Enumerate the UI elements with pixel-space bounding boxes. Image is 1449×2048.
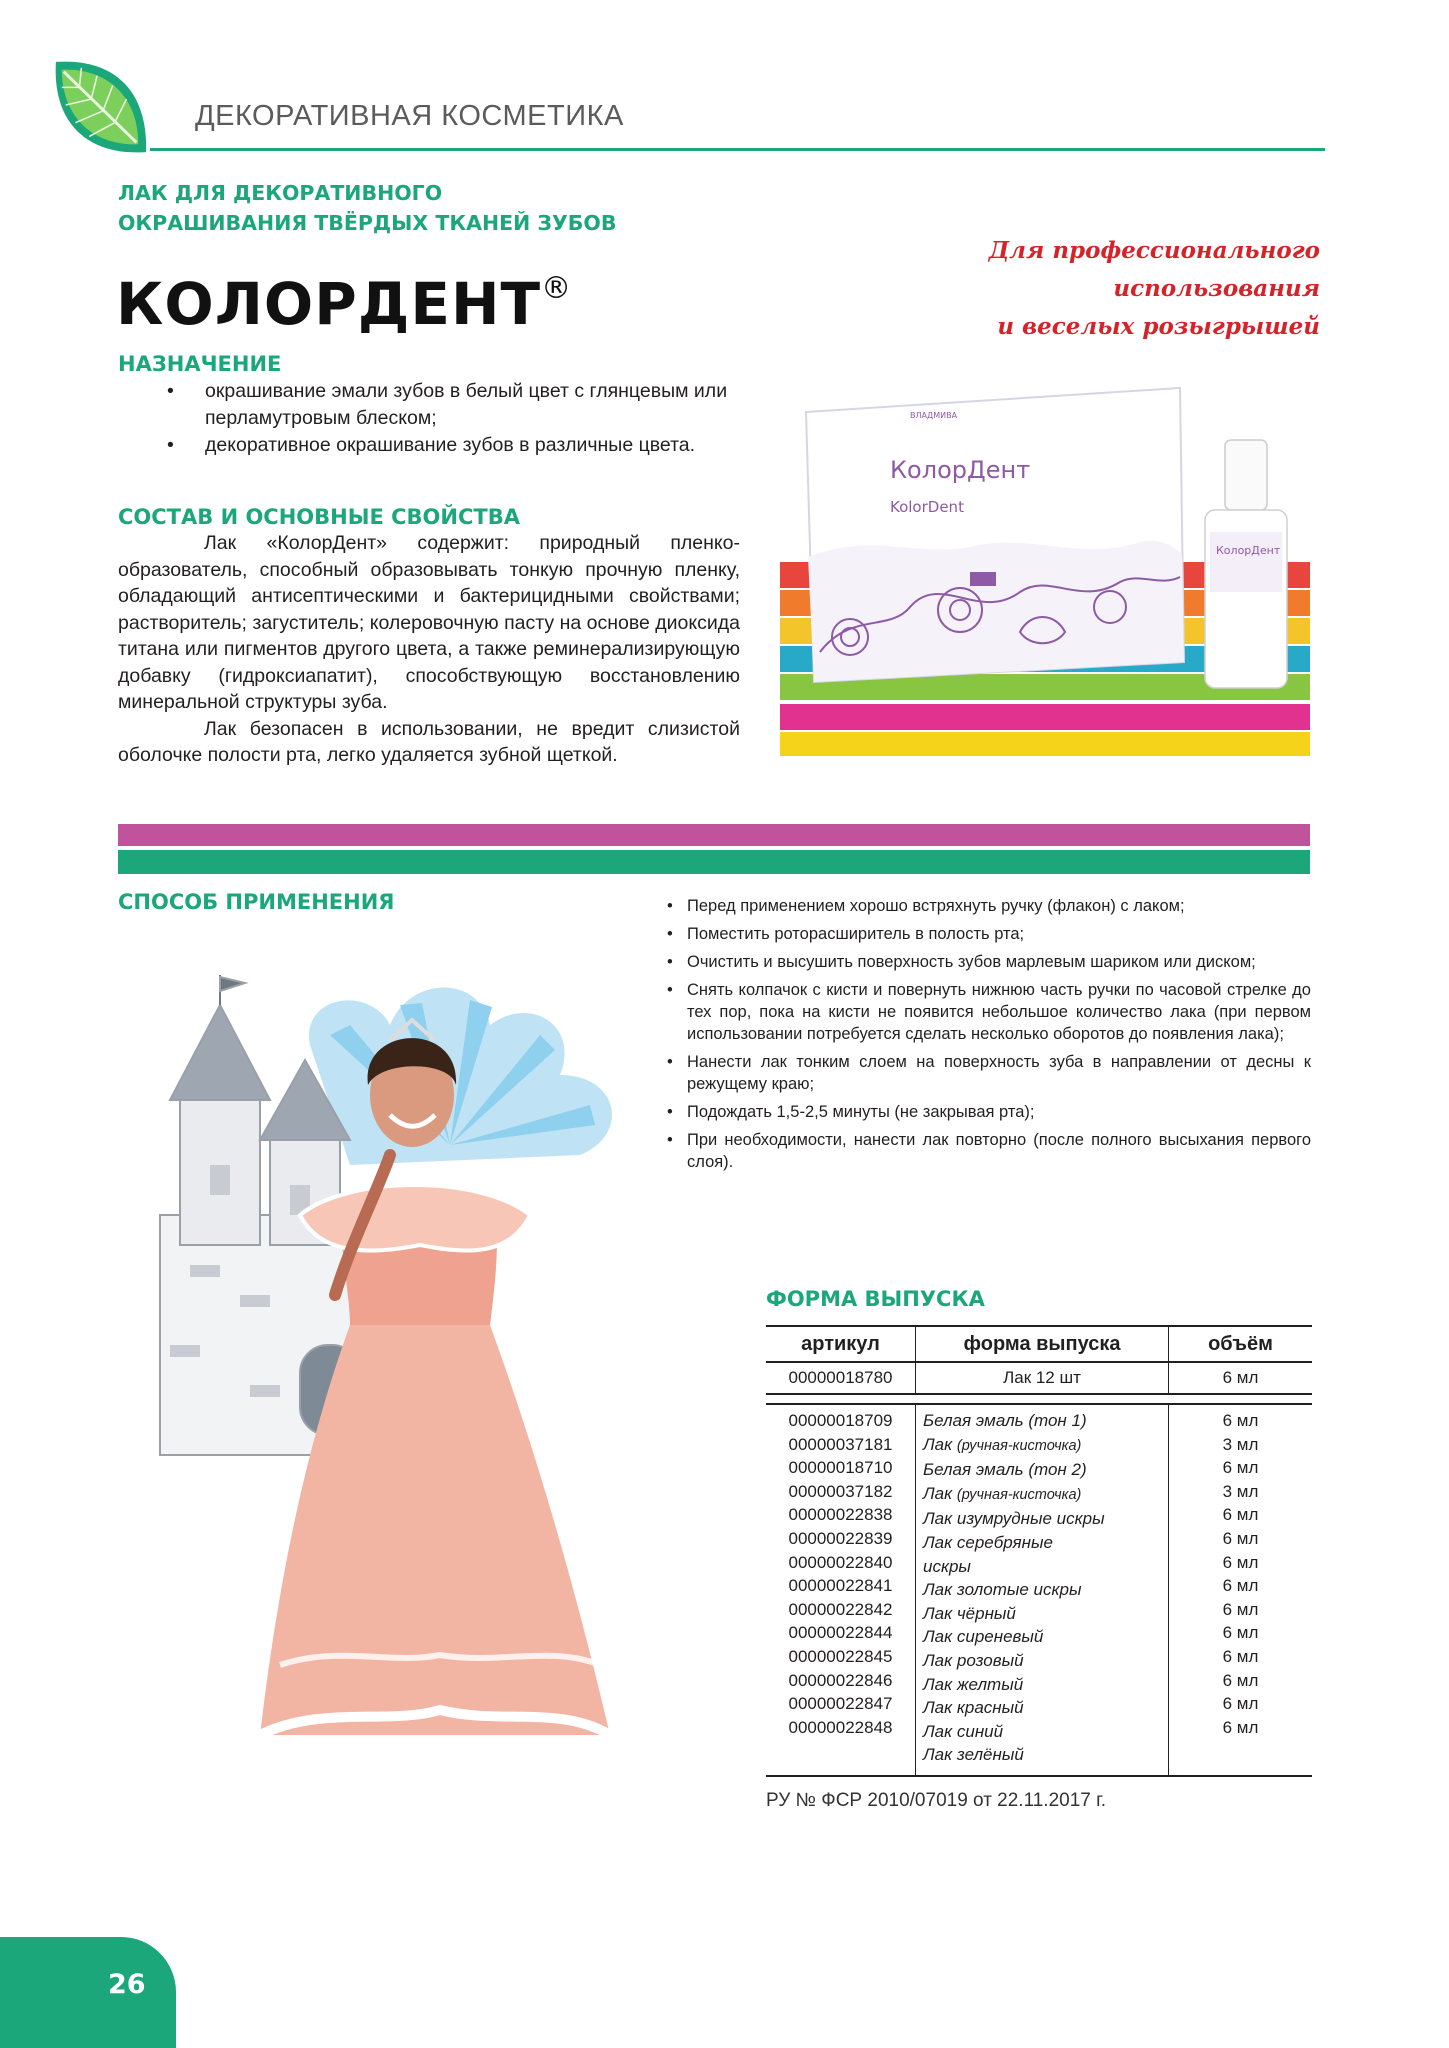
article-cell: 00000022842	[788, 1599, 893, 1619]
list-item: • Поместить роторасширитель в полость рта;	[665, 923, 1311, 945]
volume-cell: 6 мл	[1222, 1528, 1259, 1548]
list-item: • Нанести лак тонким слоем на поверхность зуба в направлении от десны к режущему краю;	[665, 1051, 1311, 1095]
product-name-text: КОЛОРДЕНТ	[116, 270, 542, 338]
product-bottle	[1205, 440, 1287, 688]
form-cell: Лак зелёный	[923, 1745, 1024, 1765]
slogan-line-2: и веселых розыгрышей	[997, 313, 1320, 340]
list-item: • Подождать 1,5-2,5 минуты (не закрывая рта);	[665, 1101, 1311, 1123]
form-cell: Лак золотые искры	[923, 1580, 1082, 1600]
usage-heading: СПОСОБ ПРИМЕНЕНИЯ	[118, 890, 395, 914]
composition-paragraph: Лак «КолорДент» содержит: природный пленкообразователь, способный образовывать тонкую прочную пленку, обладающий антисептическими и бактерицидными свойствами; растворитель; загуститель; колеровочную пасту на основе диоксида титана или пигментов другого цвета, а также реминерализирующую добавку (гидроксиапатит), способствующую восстановлению минеральной структуры зуба.	[118, 532, 740, 713]
article-cell: 00000022847	[788, 1694, 893, 1714]
slogan	[800, 232, 1320, 346]
form-cell-note: (ручная-кисточка)	[956, 1437, 1082, 1454]
form-cell: Белая эмаль (тон 2)	[923, 1460, 1087, 1480]
composition-paragraph: Лак безопасен в использовании, не вредит слизистой оболочке полости рта, легко удаляется зубной щеткой.	[118, 717, 740, 766]
divider-stripe-green	[118, 850, 1310, 874]
header-divider	[150, 148, 1325, 151]
release-form-items-table	[766, 1403, 1312, 1777]
article-cell: 00000018709	[788, 1411, 893, 1430]
volume-cell: 3 мл	[1222, 1434, 1259, 1454]
volume-cell: 6 мл	[1222, 1599, 1259, 1619]
article-cell: 00000022840	[788, 1552, 893, 1572]
article-cell: 00000022838	[788, 1505, 893, 1525]
list-item: • Перед применением хорошо встряхнуть ручку (флакон) с лаком;	[665, 895, 1311, 917]
purpose-heading: НАЗНАЧЕНИЕ	[118, 352, 282, 376]
form-cell: Лак сиреневый	[923, 1627, 1044, 1647]
table-header-row	[766, 1326, 1312, 1362]
article-cell: 00000022839	[788, 1528, 893, 1548]
volume-cell: 6 мл	[1222, 1623, 1259, 1643]
volume-cell: 6 мл	[1222, 1411, 1259, 1430]
slogan-line-1: Для профессионального использования	[988, 237, 1320, 302]
form-cell: Лак желтый	[923, 1674, 1024, 1694]
list-item: • Снять колпачок с кисти и повернуть нижнюю часть ручки по часовой стрелке до тех пор, пока на кисти не появится небольшое количество лака (при первом использовании потребуется сделать несколько оборотов до появления лака);	[665, 979, 1311, 1045]
form-cell: Лак изумрудные искры	[923, 1509, 1105, 1529]
list-item: • окрашивание эмали зубов в белый цвет с глянцевым или перламутровым блеском;	[165, 378, 740, 432]
form-cell: искры	[923, 1556, 971, 1576]
box-title: КолорДент	[890, 456, 1031, 484]
fan-rays	[309, 988, 612, 1166]
form-cell: Лак синий	[923, 1721, 1004, 1741]
article-cell: 00000022844	[788, 1623, 893, 1643]
subtitle-line-2: ОКРАШИВАНИЯ ТВЁРДЫХ ТКАНЕЙ ЗУБОВ	[118, 211, 617, 235]
form-cell: Белая эмаль (тон 1)	[923, 1411, 1087, 1430]
volume-cell: 6 мл	[1222, 1717, 1259, 1737]
article-cell: 00000037181	[788, 1434, 893, 1454]
form-cell: Лак красный	[923, 1698, 1024, 1718]
list-item: • Очистить и высушить поверхность зубов марлевым шариком или диском;	[665, 951, 1311, 973]
product-photo	[780, 382, 1310, 760]
volume-cell: 6 мл	[1222, 1670, 1259, 1690]
form-list	[916, 1404, 1169, 1776]
section-title: ДЕКОРАТИВНАЯ КОСМЕТИКА	[195, 100, 624, 132]
registered-mark: ®	[541, 270, 573, 306]
product-subtitle	[118, 178, 616, 238]
product-box	[806, 388, 1184, 682]
leaf-logo-icon	[52, 58, 150, 156]
divider-stripe-pink	[118, 824, 1310, 846]
article-cell: 00000018710	[788, 1458, 893, 1478]
form-cell	[923, 1482, 1168, 1508]
article-cell: 00000022846	[788, 1670, 893, 1690]
form-cell: Лак серебряные	[923, 1532, 1053, 1552]
article-cell: 00000018780	[766, 1362, 916, 1394]
page-number-tab	[0, 1937, 176, 2048]
list-item: • декоративное окрашивание зубов в различные цвета.	[165, 432, 740, 459]
volume-cell: 6 мл	[1169, 1362, 1313, 1394]
list-item: • При необходимости, нанести лак повторно (после полного высыхания первого слоя).	[665, 1129, 1311, 1173]
table-row	[766, 1404, 1312, 1776]
bottle-label: КолорДент	[1216, 544, 1281, 557]
form-cell-main: Лак	[923, 1483, 957, 1503]
purpose-list	[165, 378, 740, 459]
form-cell: Лак розовый	[923, 1650, 1024, 1670]
form-cell-note: (ручная-кисточка)	[956, 1486, 1082, 1503]
volume-cell: 6 мл	[1222, 1576, 1259, 1596]
page-number: 26	[108, 1969, 146, 2000]
composition-body	[118, 530, 740, 769]
article-cell: 00000022845	[788, 1646, 893, 1666]
article-list	[766, 1404, 916, 1776]
usage-list	[665, 895, 1311, 1179]
composition-heading: СОСТАВ И ОСНОВНЫЕ СВОЙСТВА	[118, 505, 520, 529]
column-header: форма выпуска	[916, 1326, 1169, 1362]
column-header: объём	[1169, 1326, 1313, 1362]
article-cell: 00000022841	[788, 1576, 893, 1596]
subtitle-line-1: ЛАК ДЛЯ ДЕКОРАТИВНОГО	[118, 181, 443, 205]
princess-castle-illustration	[150, 965, 650, 1755]
release-form-table	[766, 1325, 1312, 1395]
volume-cell: 6 мл	[1222, 1552, 1259, 1572]
volume-cell: 6 мл	[1222, 1505, 1259, 1525]
article-cell: 00000022848	[788, 1717, 893, 1737]
table-row	[766, 1362, 1312, 1394]
box-brand: ВЛАДМИВА	[910, 411, 958, 420]
product-name	[116, 270, 572, 338]
form-cell: Лак чёрный	[923, 1603, 1016, 1623]
form-cell-main: Лак	[923, 1434, 957, 1454]
volume-cell: 6 мл	[1222, 1458, 1259, 1478]
volume-cell: 6 мл	[1222, 1694, 1259, 1714]
volume-list	[1169, 1404, 1313, 1776]
article-cell: 00000037182	[788, 1481, 893, 1501]
form-cell: Лак 12 шт	[916, 1362, 1169, 1394]
column-header: артикул	[766, 1326, 916, 1362]
volume-cell: 6 мл	[1222, 1646, 1259, 1666]
registration-number: РУ № ФСР 2010/07019 от 22.11.2017 г.	[766, 1790, 1107, 1811]
box-subtitle: KolorDent	[890, 498, 964, 516]
form-cell	[923, 1433, 1168, 1459]
release-form-heading: ФОРМА ВЫПУСКА	[766, 1287, 985, 1311]
volume-cell: 3 мл	[1222, 1481, 1259, 1501]
